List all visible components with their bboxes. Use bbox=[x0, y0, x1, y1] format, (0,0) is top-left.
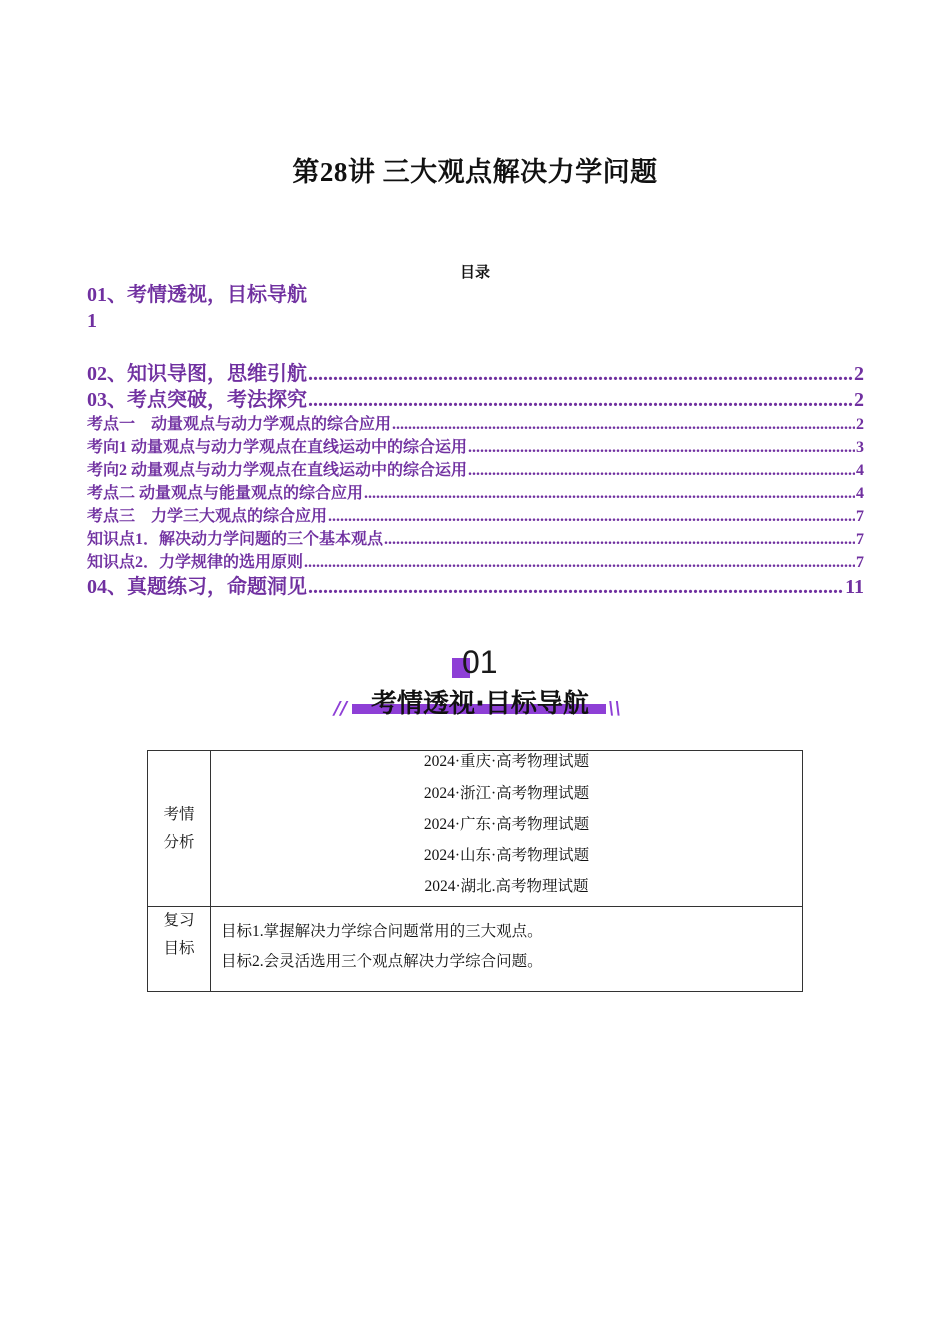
toc-entry-1-label[interactable]: 01、考情透视，目标导航 bbox=[87, 284, 307, 306]
row-header-line: 目标 bbox=[163, 940, 195, 957]
exam-paper-item: 2024·湖北.高考物理试题 bbox=[424, 878, 589, 895]
toc-entry-page: 7 bbox=[856, 531, 864, 548]
toc-entry-page: 2 bbox=[856, 416, 864, 433]
toc-leader-dots bbox=[328, 505, 855, 528]
toc-entry-page: 7 bbox=[856, 508, 864, 525]
analysis-table bbox=[147, 750, 803, 992]
toc-leader-dots bbox=[384, 528, 855, 551]
exam-paper-item: 2024·重庆·高考物理试题 bbox=[423, 753, 590, 770]
toc-spacer bbox=[87, 334, 864, 361]
toc-entry-3[interactable] bbox=[87, 387, 864, 413]
toc-leader-dots bbox=[308, 361, 853, 387]
row-header-line: 复习 bbox=[163, 912, 195, 929]
toc-entry-9[interactable] bbox=[87, 528, 864, 551]
toc-entry-6[interactable] bbox=[87, 459, 864, 482]
toc-entry-label: 03、考点突破，考法探究 bbox=[87, 389, 307, 411]
toc-entry-11[interactable] bbox=[87, 574, 864, 600]
toc-entry-label: 考向1 动量观点与动力学观点在直线运动中的综合运用 bbox=[87, 439, 468, 456]
toc-entry-page: 4 bbox=[856, 462, 864, 479]
toc-leader-dots bbox=[308, 387, 853, 413]
toc-entry-label: 考向2 动量观点与动力学观点在直线运动中的综合运用 bbox=[87, 462, 468, 479]
review-goal-item: 目标1.掌握解决力学综合问题常用的三大观点。 bbox=[221, 923, 543, 940]
toc-leader-dots bbox=[304, 551, 855, 574]
exam-paper-item: 2024·浙江·高考物理试题 bbox=[423, 785, 590, 802]
toc-heading: 目录 bbox=[459, 265, 490, 281]
row-header-line: 分析 bbox=[163, 833, 195, 851]
section-title: 考情透视·目标导航 bbox=[371, 689, 589, 719]
table-row-review-goals bbox=[148, 907, 803, 992]
toc-entry-label: 考点一 动量观点与动力学观点的综合应用 bbox=[87, 416, 392, 433]
toc-entry-7[interactable] bbox=[87, 482, 864, 505]
toc-entry-4[interactable] bbox=[87, 413, 864, 436]
toc-entry-label: 考点二 动量观点与能量观点的综合应用 bbox=[87, 485, 364, 502]
toc-leader-dots bbox=[468, 436, 855, 459]
row-header-review-goals bbox=[148, 907, 211, 992]
exam-paper-list bbox=[211, 751, 803, 907]
toc-entry-8[interactable] bbox=[87, 505, 864, 528]
section-badge bbox=[330, 640, 630, 725]
toc-entry-label: 考点三 力学三大观点的综合应用 bbox=[87, 508, 328, 525]
toc-entry-page: 2 bbox=[854, 389, 864, 411]
toc-entry-5[interactable] bbox=[87, 436, 864, 459]
toc-entry-1-page[interactable]: 1 bbox=[87, 310, 97, 332]
exam-paper-item: 2024·山东·高考物理试题 bbox=[423, 847, 590, 864]
toc-entry-10[interactable] bbox=[87, 551, 864, 574]
exam-paper-item: 2024·广东·高考物理试题 bbox=[423, 816, 590, 833]
table-of-contents bbox=[87, 282, 864, 600]
section-number: 01 bbox=[462, 644, 498, 680]
row-header-exam-analysis bbox=[148, 751, 211, 907]
review-goal-item: 目标2.会灵活选用三个观点解决力学综合问题。 bbox=[221, 953, 543, 970]
toc-leader-dots bbox=[364, 482, 855, 505]
table-row-exam-analysis bbox=[148, 751, 803, 907]
toc-entry-page: 7 bbox=[856, 554, 864, 571]
toc-leader-dots bbox=[308, 574, 844, 600]
document-title: 第28讲 三大观点解决力学问题 bbox=[292, 157, 658, 187]
row-header-line: 考情 bbox=[163, 805, 195, 823]
review-goal-list bbox=[211, 907, 803, 992]
slash-decoration-left: // bbox=[334, 698, 348, 719]
toc-entry-label: 04、真题练习，命题洞见 bbox=[87, 576, 307, 598]
slash-decoration-right: \\ bbox=[608, 698, 622, 719]
toc-entry-page: 4 bbox=[856, 485, 864, 502]
toc-leader-dots bbox=[392, 413, 855, 436]
toc-entry-label: 知识点1．解决动力学问题的三个基本观点 bbox=[87, 531, 384, 548]
toc-entry-page: 11 bbox=[845, 576, 864, 598]
toc-entry-page: 2 bbox=[854, 363, 864, 385]
toc-entry-page: 3 bbox=[856, 439, 864, 456]
toc-entry-label: 知识点2．力学规律的选用原则 bbox=[87, 554, 304, 571]
toc-entry-2[interactable] bbox=[87, 361, 864, 387]
toc-entry-label: 02、知识导图，思维引航 bbox=[87, 363, 307, 385]
toc-leader-dots bbox=[468, 459, 855, 482]
